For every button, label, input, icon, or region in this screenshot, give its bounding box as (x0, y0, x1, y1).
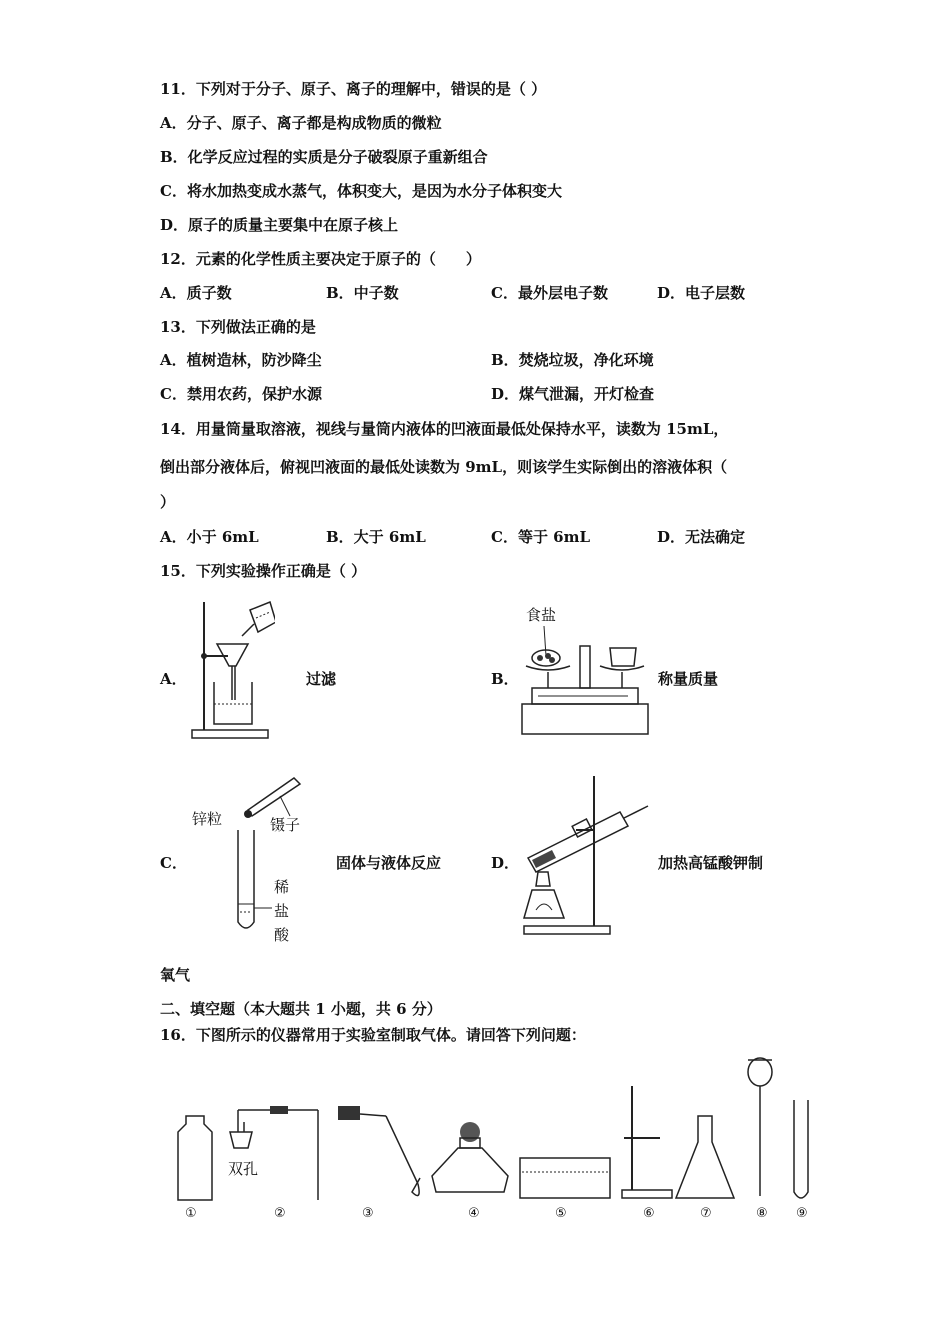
q13-option-c: C．禁用农药，保护水源 (160, 385, 322, 403)
q15-option-a-letter: A． (160, 670, 187, 688)
q15-option-b-caption: 称量质量 (658, 670, 719, 688)
q15-continuation: 氧气 (160, 966, 191, 984)
apparatus-number-4: ④ (468, 1206, 480, 1221)
filtration-apparatus-figure (190, 592, 275, 742)
q11-option-b: B．化学反应过程的实质是分子破裂原子重新组合 (160, 148, 488, 166)
q15-option-d-letter: D． (491, 854, 520, 872)
zinc-label: 锌粒 (192, 810, 223, 828)
q12-option-d: D．电子层数 (657, 284, 746, 302)
apparatus-number-9: ⑨ (796, 1206, 808, 1221)
q13-option-b: B．焚烧垃圾，净化环境 (491, 351, 654, 369)
zinc-test-tube-figure (188, 772, 313, 947)
q15-option-b-letter: B． (491, 670, 519, 688)
q14-option-a: A．小于 6mL (160, 528, 259, 546)
q15-option-c-letter: C． (160, 854, 187, 872)
q14-option-c: C．等于 6mL (491, 528, 591, 546)
section-2-title: 二、填空题（本大题共 1 小题，共 6 分） (160, 1000, 442, 1018)
acid-label-3: 酸 (274, 926, 290, 944)
kmno4-heating-figure (518, 772, 658, 942)
apparatus-number-7: ⑦ (700, 1206, 712, 1221)
apparatus-number-8: ⑧ (756, 1206, 768, 1221)
apparatus-number-2: ② (274, 1206, 286, 1221)
q13-stem: 13．下列做法正确的是 (160, 318, 316, 336)
apparatus-number-3: ③ (362, 1206, 374, 1221)
q14-option-d: D．无法确定 (657, 528, 746, 546)
acid-label-1: 稀 (274, 878, 290, 896)
q13-option-a: A．植树造林，防沙降尘 (160, 351, 322, 369)
q12-option-b: B．中子数 (326, 284, 399, 302)
q15-option-d-caption: 加热高锰酸钾制 (658, 854, 764, 872)
q11-option-c: C．将水加热变成水蒸气，体积变大，是因为水分子体积变大 (160, 182, 562, 200)
q14-option-b: B．大于 6mL (326, 528, 426, 546)
apparatus-number-1: ① (185, 1206, 197, 1221)
q11-stem: 11．下列对于分子、原子、离子的理解中，错误的是（ ） (160, 80, 547, 98)
tweezers-label: 镊子 (270, 816, 301, 834)
salt-label: 食盐 (526, 606, 557, 624)
q16-stem: 16．下图所示的仪器常用于实验室制取气体。请回答下列问题： (160, 1026, 586, 1044)
balance-figure (518, 600, 658, 740)
q16-apparatus-figure (160, 1052, 820, 1212)
q12-stem: 12．元素的化学性质主要决定于原子的（ ） (160, 250, 481, 268)
q15-stem: 15．下列实验操作正确是（ ） (160, 562, 367, 580)
apparatus-number-5: ⑤ (555, 1206, 567, 1221)
apparatus-number-6: ⑥ (643, 1206, 655, 1221)
two-hole-label: 双孔 (228, 1160, 259, 1178)
q14-stem-line2: 倒出部分液体后，俯视凹液面的最低处读数为 9mL，则该学生实际倒出的溶液体积（ (160, 458, 728, 476)
acid-label-2: 盐 (274, 902, 290, 920)
q12-option-a: A．质子数 (160, 284, 232, 302)
q15-option-a-caption: 过滤 (306, 670, 337, 688)
q15-option-c-caption: 固体与液体反应 (336, 854, 442, 872)
q13-option-d: D．煤气泄漏，开灯检查 (491, 385, 655, 403)
q11-option-a: A．分子、原子、离子都是构成物质的微粒 (160, 114, 442, 132)
q12-option-c: C．最外层电子数 (491, 284, 608, 302)
q11-option-d: D．原子的质量主要集中在原子核上 (160, 216, 399, 234)
q14-stem-line1: 14．用量筒量取溶液，视线与量筒内液体的凹液面最低处保持水平，读数为 15mL， (160, 420, 729, 438)
q14-stem-line3: ） (160, 493, 176, 511)
